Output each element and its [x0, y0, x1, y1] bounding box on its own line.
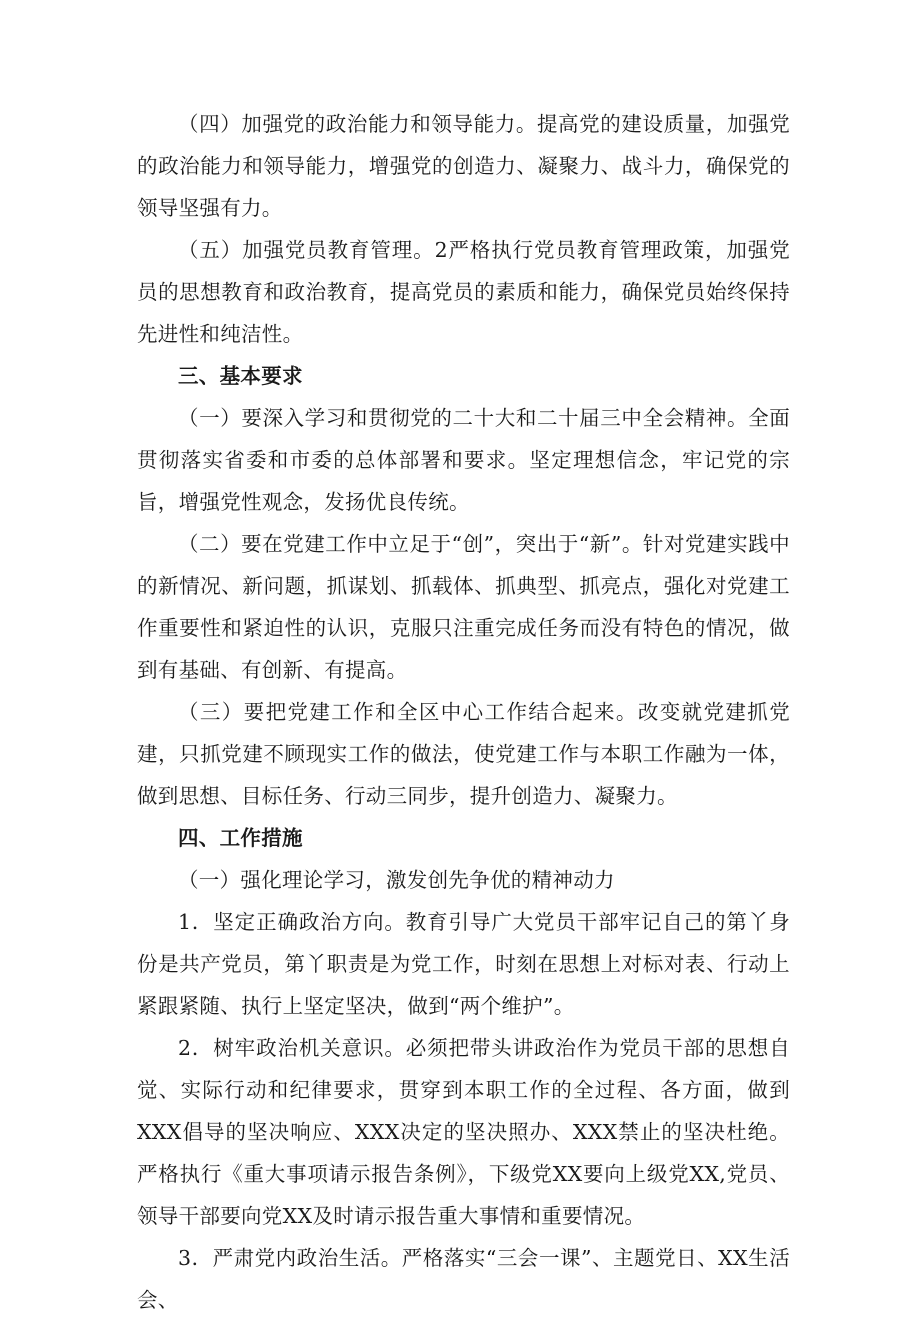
paragraph-strengthen-leadership: （四）加强党的政治能力和领导能力。提高党的建设质量，加强党的政治能力和领导能力，增强党的创造力、凝聚力、战斗力，确保党的领导坚强有力。 — [137, 112, 790, 220]
paragraph-measure-1: 1．坚定正确政治方向。教育引导广大党员干部牢记自己的第丫身份是共产党员，第丫职责是为党工作，时刻在思想上对标对表、行动上紧跟紧随、执行上坚定坚决，做到“两个维护”。 — [137, 910, 790, 1018]
section-heading-basic-requirements: 三、基本要求 — [178, 364, 303, 388]
paragraph-measure-3: 3．严肃党内政治生活。严格落实“三会一课”、主题党日、XX生活会、 — [137, 1246, 790, 1312]
paragraph-measure-2: 2．树牢政治机关意识。必须把带头讲政治作为党员干部的思想自觉、实际行动和纪律要求，贯穿到本职工作的全过程、各方面，做到XXX倡导的坚决响应、XXX决定的坚决照办、XXX禁止的坚决杜绝。严格执行《重大事项请示报告条例》，下级党XX要向上级党XX,党员、领导干部要向党XX及时请示报告重大事情和重要情况。 — [137, 1036, 790, 1228]
paragraph-requirement-3: （三）要把党建工作和全区中心工作结合起来。改变就党建抓党建，只抓党建不顾现实工作的做法，使党建工作与本职工作融为一体，做到思想、目标任务、行动三同步，提升创造力、凝聚力。 — [137, 700, 790, 808]
paragraph-requirement-2: （二）要在党建工作中立足于“创”，突出于“新”。针对党建实践中的新情况、新问题，抓谋划、抓载体、抓典型、抓亮点，强化对党建工作重要性和紧迫性的认识，克服只注重完成任务而没有特色的情况，做到有基础、有创新、有提高。 — [137, 532, 790, 682]
section-heading-work-measures: 四、工作措施 — [178, 826, 303, 850]
paragraph-requirement-1: （一）要深入学习和贯彻党的二十大和二十届三中全会精神。全面贯彻落实省委和市委的总体部署和要求。坚定理想信念，牢记党的宗旨，增强党性观念，发扬优良传统。 — [137, 406, 790, 514]
paragraph-member-education: （五）加强党员教育管理。2严格执行党员教育管理政策，加强党员的思想教育和政治教育，提高党员的素质和能力，确保党员始终保持先进性和纯洁性。 — [137, 238, 790, 346]
subheading-theory-study: （一）强化理论学习，激发创先争优的精神动力 — [178, 868, 615, 892]
